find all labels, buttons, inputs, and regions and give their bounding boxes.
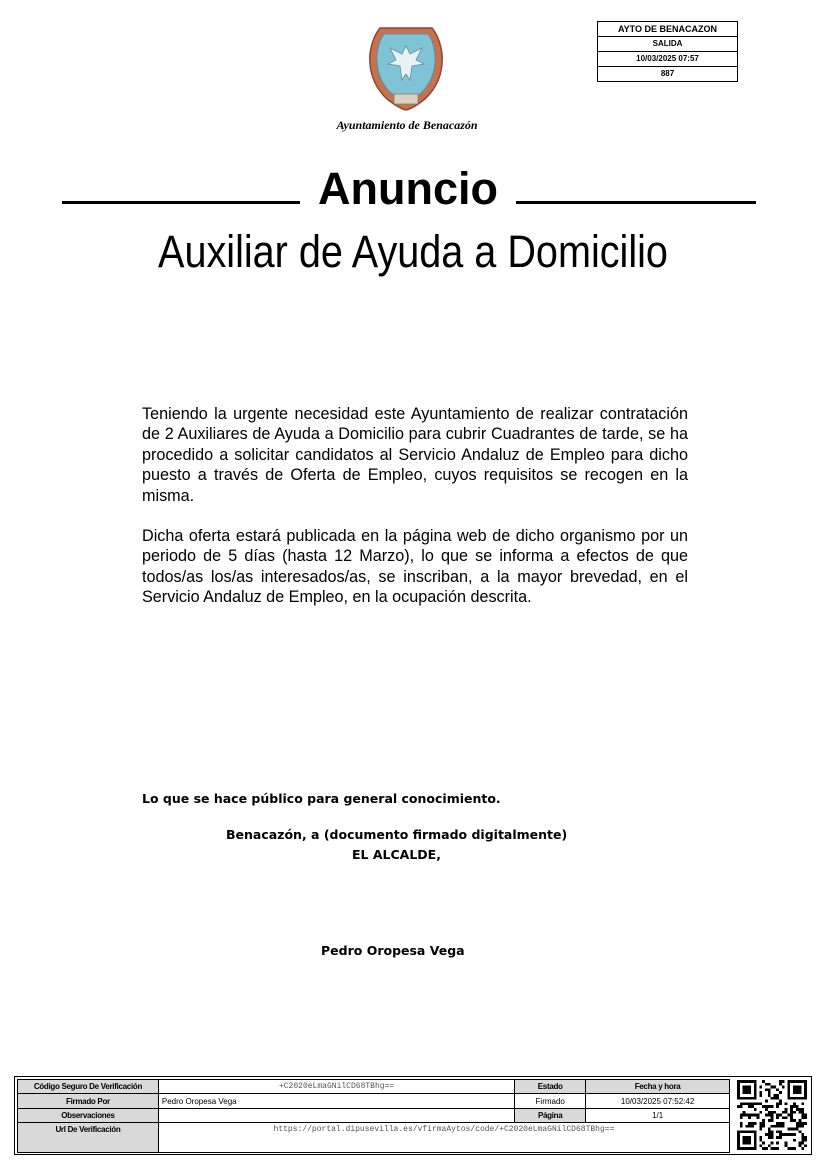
qr-module [790, 1147, 793, 1150]
qr-module [785, 1111, 788, 1114]
body-paragraph: Teniendo la urgente necesidad este Ayuntamiento de realizar contratación de 2 Auxiliares de Ayuda a Domicilio para cubrir Cuadrantes de tarde, se ha procedido a solicitar candidatos al Servicio Andaluz de Empleo para dicho puesto a través de Oferta de Empleo, cuyos requisitos se recogen en la misma. [142, 405, 688, 505]
qr-module [776, 1088, 779, 1091]
qr-module [799, 1119, 802, 1122]
qr-module [768, 1105, 771, 1108]
qr-module [779, 1122, 782, 1125]
qr-module [790, 1128, 793, 1131]
qr-module [782, 1133, 785, 1136]
qr-module [765, 1088, 768, 1091]
qr-module [773, 1094, 776, 1097]
qr-module [799, 1125, 802, 1128]
qr-module [771, 1119, 774, 1122]
document-subtitle: Auxiliar de Ayuda a Domicilio [158, 226, 668, 277]
qr-module [765, 1147, 768, 1150]
qr-module [748, 1114, 751, 1117]
qr-module [785, 1108, 788, 1111]
verification-url[interactable]: https://portal.dipusevilla.es/vfirmaAytos/code/+C2020eLmaGNilCD68TBhg== [158, 1123, 729, 1153]
qr-module [785, 1144, 788, 1147]
qr-module [773, 1097, 776, 1100]
qr-module [804, 1116, 807, 1119]
qr-module [762, 1147, 765, 1150]
signer-title: EL ALCALDE, [352, 847, 441, 862]
qr-module [796, 1105, 799, 1108]
qr-module [799, 1144, 802, 1147]
qr-module [757, 1102, 760, 1105]
qr-module [779, 1080, 782, 1083]
qr-module [793, 1139, 796, 1142]
qr-module [793, 1133, 796, 1136]
qr-module [751, 1105, 754, 1108]
qr-module [776, 1114, 779, 1117]
qr-module [759, 1102, 762, 1105]
qr-module [740, 1116, 743, 1119]
qr-module [801, 1111, 804, 1114]
qr-module [740, 1102, 743, 1105]
qr-module [801, 1116, 804, 1119]
qr-module [748, 1105, 751, 1108]
qr-module [768, 1144, 771, 1147]
qr-module [782, 1086, 785, 1089]
qr-module [782, 1080, 785, 1083]
qr-module [768, 1088, 771, 1091]
stamp-entity: AYTO DE BENACAZON [598, 22, 737, 37]
qr-module [785, 1116, 788, 1119]
qr-module [748, 1125, 751, 1128]
qr-module [801, 1139, 804, 1142]
qr-module [796, 1108, 799, 1111]
label-status: Estado [515, 1080, 586, 1094]
qr-module [779, 1114, 782, 1117]
qr-module [790, 1111, 793, 1114]
qr-module [759, 1125, 762, 1128]
observations-value [158, 1108, 514, 1122]
label-observations: Observaciones [18, 1108, 159, 1122]
qr-module [740, 1122, 743, 1125]
qr-module [801, 1114, 804, 1117]
qr-module [801, 1122, 804, 1125]
qr-module [790, 1119, 793, 1122]
qr-module [737, 1105, 740, 1108]
qr-module [768, 1111, 771, 1114]
qr-module [782, 1125, 785, 1128]
qr-module [776, 1130, 779, 1133]
qr-module [748, 1116, 751, 1119]
qr-finder [793, 1086, 801, 1094]
qr-module [759, 1144, 762, 1147]
qr-module [782, 1122, 785, 1125]
qr-module [748, 1102, 751, 1105]
qr-module [759, 1122, 762, 1125]
qr-module [776, 1105, 779, 1108]
qr-module [796, 1125, 799, 1128]
qr-module [776, 1142, 779, 1145]
qr-module [793, 1119, 796, 1122]
qr-module [773, 1111, 776, 1114]
qr-module [801, 1125, 804, 1128]
status-value: Firmado [515, 1094, 586, 1108]
qr-module [768, 1130, 771, 1133]
qr-module [779, 1091, 782, 1094]
qr-module [771, 1097, 774, 1100]
qr-module [779, 1083, 782, 1086]
qr-module [785, 1102, 788, 1105]
label-csv: Código Seguro De Verificación [18, 1080, 159, 1094]
qr-module [776, 1116, 779, 1119]
qr-module [768, 1133, 771, 1136]
qr-module [748, 1122, 751, 1125]
qr-module [765, 1133, 768, 1136]
qr-module [782, 1111, 785, 1114]
seal-caption: Ayuntamiento de Benacazón [336, 118, 478, 132]
verification-table [17, 1079, 730, 1153]
qr-module [757, 1114, 760, 1117]
qr-module [768, 1083, 771, 1086]
qr-module [771, 1130, 774, 1133]
qr-module [771, 1136, 774, 1139]
qr-module [779, 1102, 782, 1105]
registry-stamp [597, 21, 738, 82]
qr-module [765, 1100, 768, 1103]
qr-module [804, 1136, 807, 1139]
qr-module [759, 1091, 762, 1094]
qr-module [740, 1105, 743, 1108]
qr-module [773, 1125, 776, 1128]
qr-module [771, 1116, 774, 1119]
qr-module [793, 1128, 796, 1131]
stamp-number: 887 [660, 69, 675, 78]
qr-module [785, 1142, 788, 1145]
document-title: Anuncio [300, 162, 516, 216]
qr-module [765, 1105, 768, 1108]
qr-module [776, 1136, 779, 1139]
qr-module [759, 1136, 762, 1139]
qr-module [771, 1114, 774, 1117]
qr-module [745, 1114, 748, 1117]
qr-module [751, 1114, 754, 1117]
qr-module [804, 1144, 807, 1147]
qr-module [779, 1125, 782, 1128]
qr-module [801, 1147, 804, 1150]
qr-module [804, 1139, 807, 1142]
datetime-value: 10/03/2025 07:52:42 [586, 1094, 730, 1108]
public-notice: Lo que se hace público para general conocimiento. [142, 791, 501, 806]
qr-module [787, 1128, 790, 1131]
qr-module [751, 1122, 754, 1125]
qr-module [793, 1105, 796, 1108]
qr-module [759, 1086, 762, 1089]
qr-module [751, 1102, 754, 1105]
qr-module [776, 1125, 779, 1128]
qr-module [768, 1119, 771, 1122]
label-page: Página [515, 1108, 586, 1122]
qr-module [754, 1108, 757, 1111]
qr-module [801, 1102, 804, 1105]
body-paragraph: Dicha oferta estará publicada en la página web de dicho organismo por un periodo de 5 días (hasta 12 Marzo), lo que se informa a efectos de que todos/as los/as interesados/as, se inscriban, a la mayor brevedad, en el Servicio Andaluz de Empleo, en la ocupación descrita. [142, 527, 688, 607]
qr-module [745, 1125, 748, 1128]
qr-module [785, 1133, 788, 1136]
qr-module [745, 1102, 748, 1105]
label-url: Url De Verificación [18, 1123, 159, 1153]
qr-module [793, 1147, 796, 1150]
municipal-coat-of-arms [366, 24, 446, 112]
stamp-type: SALIDA [598, 37, 737, 52]
qr-module [768, 1128, 771, 1131]
qr-module [771, 1125, 774, 1128]
qr-module [779, 1130, 782, 1133]
qr-module [801, 1108, 804, 1111]
qr-module [771, 1142, 774, 1145]
qr-module [762, 1080, 765, 1083]
qr-module [799, 1142, 802, 1145]
qr-module [759, 1111, 762, 1114]
qr-module [782, 1116, 785, 1119]
qr-module [762, 1142, 765, 1145]
qr-module [757, 1116, 760, 1119]
qr-module [776, 1122, 779, 1125]
qr-module [740, 1125, 743, 1128]
qr-module [754, 1122, 757, 1125]
qr-module [768, 1114, 771, 1117]
qr-module [743, 1111, 746, 1114]
qr-module [771, 1105, 774, 1108]
label-signed-by: Firmado Por [18, 1094, 159, 1108]
qr-module [799, 1111, 802, 1114]
qr-module [796, 1128, 799, 1131]
qr-module [740, 1114, 743, 1117]
qr-module [771, 1086, 774, 1089]
qr-module [773, 1086, 776, 1089]
qr-module [779, 1100, 782, 1103]
label-datetime: Fecha y hora [586, 1080, 730, 1094]
qr-module [771, 1147, 774, 1150]
qr-module [765, 1083, 768, 1086]
qr-module [768, 1136, 771, 1139]
qr-module [759, 1139, 762, 1142]
signed-by-value: Pedro Oropesa Vega [158, 1094, 514, 1108]
qr-module [759, 1128, 762, 1131]
stamp-datetime: 10/03/2025 07:57 [598, 52, 737, 67]
qr-module [754, 1102, 757, 1105]
qr-module [776, 1102, 779, 1105]
qr-module [751, 1125, 754, 1128]
qr-module [804, 1114, 807, 1117]
qr-module [754, 1114, 757, 1117]
qr-module [743, 1114, 746, 1117]
qr-module [776, 1097, 779, 1100]
page-value: 1/1 [586, 1108, 730, 1122]
csv-code: +C2020eLmaGNilCD68TBhg== [158, 1080, 514, 1094]
qr-code [737, 1080, 807, 1150]
qr-module [801, 1133, 804, 1136]
qr-module [790, 1133, 793, 1136]
qr-module [790, 1116, 793, 1119]
qr-module [776, 1147, 779, 1150]
qr-module [765, 1114, 768, 1117]
qr-module [759, 1094, 762, 1097]
qr-module [779, 1136, 782, 1139]
qr-module [804, 1122, 807, 1125]
qr-module [793, 1111, 796, 1114]
qr-module [762, 1105, 765, 1108]
qr-finder [743, 1136, 751, 1144]
qr-module [799, 1108, 802, 1111]
qr-module [762, 1119, 765, 1122]
qr-module [771, 1133, 774, 1136]
qr-module [787, 1147, 790, 1150]
qr-module [801, 1142, 804, 1145]
place-date: Benacazón, a (documento firmado digitalmente) [226, 827, 568, 842]
qr-module [787, 1133, 790, 1136]
qr-module [771, 1111, 774, 1114]
qr-module [773, 1147, 776, 1150]
qr-module [762, 1125, 765, 1128]
qr-module [743, 1102, 746, 1105]
qr-module [790, 1105, 793, 1108]
qr-finder [743, 1086, 751, 1094]
qr-module [762, 1122, 765, 1125]
signer-name: Pedro Oropesa Vega [321, 943, 465, 958]
qr-module [779, 1133, 782, 1136]
qr-module [790, 1108, 793, 1111]
qr-module [765, 1108, 768, 1111]
qr-module [796, 1122, 799, 1125]
qr-module [790, 1114, 793, 1117]
qr-module [793, 1102, 796, 1105]
qr-module [768, 1094, 771, 1097]
qr-module [799, 1122, 802, 1125]
qr-module [787, 1114, 790, 1117]
qr-module [801, 1136, 804, 1139]
qr-module [776, 1094, 779, 1097]
qr-module [768, 1091, 771, 1094]
qr-module [799, 1130, 802, 1133]
